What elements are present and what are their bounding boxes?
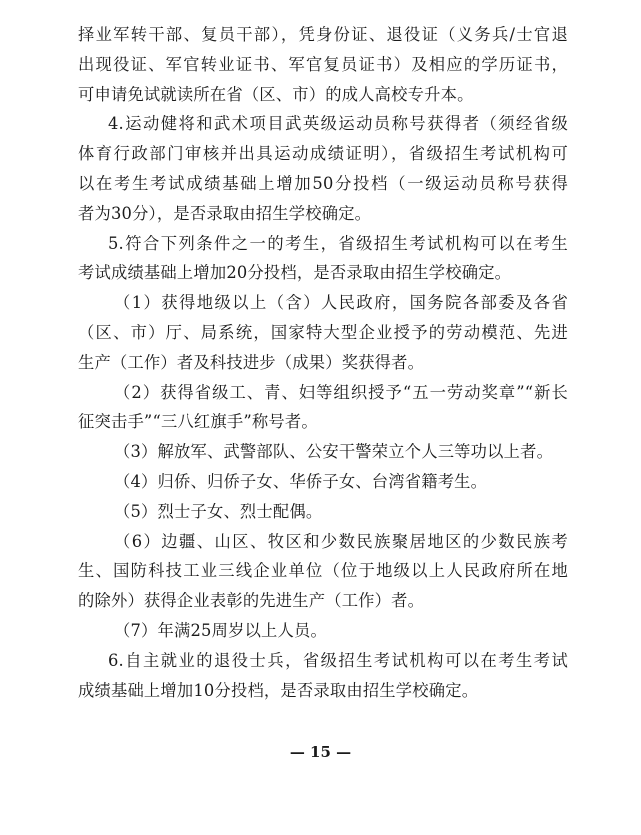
text-line: 考试成绩基础上增加20分投档，是否录取由招生学校确定。 bbox=[78, 263, 512, 283]
text-line: 6.自主就业的退役士兵，省级招生考试机构可以在考生考试 bbox=[108, 650, 568, 670]
text-line: 择业军转干部、复员干部），凭身份证、退役证（义务兵/士官退 bbox=[78, 25, 568, 44]
text-line: 可申请免试就读所在省（区、市）的成人高校专升本。 bbox=[78, 84, 474, 104]
text-line: 者为30分），是否录取由招生学校确定。 bbox=[78, 203, 372, 223]
text-line: 以在考生考试成绩基础上增加50分投档（一级运动员称号获得 bbox=[78, 173, 568, 193]
text-line: （5）烈士子女、烈士配偶。 bbox=[114, 501, 323, 521]
text-line: 生、国防科技工业三线企业单位（位于地级以上人民政府所在地 bbox=[78, 561, 568, 581]
text-line: 成绩基础上增加10分投档，是否录取由招生学校确定。 bbox=[78, 680, 479, 700]
text-line: （3）解放军、武警部队、公安干警荣立个人三等功以上者。 bbox=[114, 442, 554, 462]
text-line: （7）年满25周岁以上人员。 bbox=[114, 620, 327, 640]
text-line: （区、市）厅、局系统，国家特大型企业授予的劳动模范、先进 bbox=[78, 322, 568, 342]
text-line: 4.运动健将和武术项目武英级运动员称号获得者（须经省级 bbox=[108, 114, 568, 134]
text-line: 生产（工作）者及科技进步（成果）奖获得者。 bbox=[78, 352, 425, 372]
text-line: （2）获得省级工、青、妇等组织授予“五一劳动奖章”“新长 bbox=[114, 382, 568, 402]
text-line: 5.符合下列条件之一的考生，省级招生考试机构可以在考生 bbox=[108, 233, 568, 253]
page-number: — 15 — bbox=[289, 743, 352, 761]
text-line: （1）获得地级以上（含）人民政府，国务院各部委及各省 bbox=[114, 293, 568, 313]
text-line: （6）边疆、山区、牧区和少数民族聚居地区的少数民族考 bbox=[114, 531, 568, 551]
text-line: （4）归侨、归侨子女、华侨子女、台湾省籍考生。 bbox=[114, 471, 488, 491]
text-line: 出现役证、军官转业证书、军官复员证书）及相应的学历证书， bbox=[78, 54, 568, 74]
text-line: 的除外）获得企业表彰的先进生产（工作）者。 bbox=[78, 591, 425, 611]
text-line: 征突击手”“三八红旗手”称号者。 bbox=[78, 412, 318, 432]
text-line: 体育行政部门审核并出具运动成绩证明），省级招生考试机构可 bbox=[78, 144, 568, 164]
document-body bbox=[78, 20, 568, 705]
